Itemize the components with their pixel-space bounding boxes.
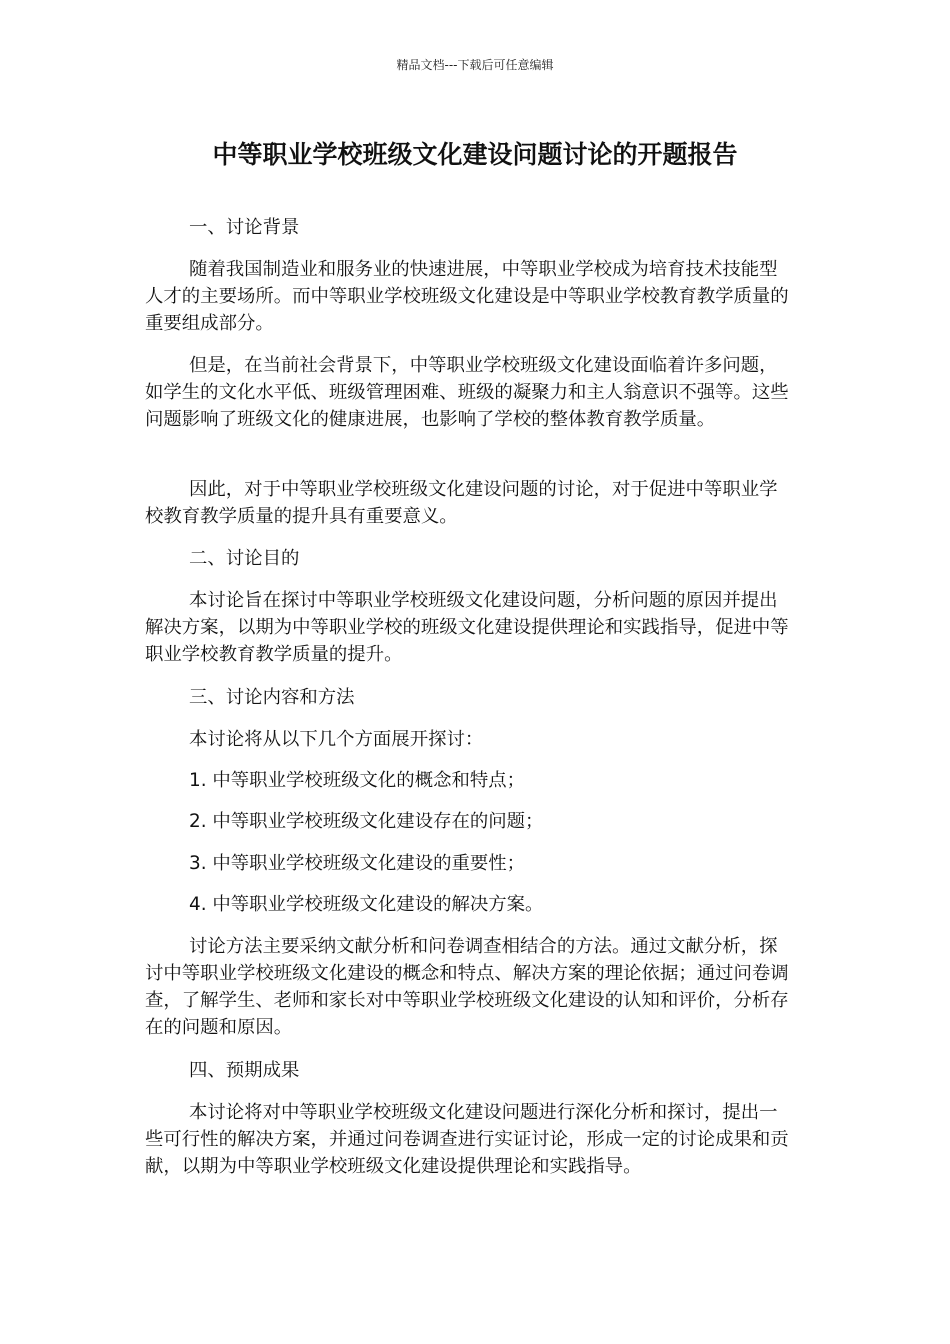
paragraph-background-3: 因此，对于中等职业学校班级文化建设问题的讨论，对于促进中等职业学校教育教学质量的提升具有重要意义。 bbox=[145, 479, 778, 527]
list-item-2: 2. 中等职业学校班级文化建设存在的问题； bbox=[189, 811, 544, 832]
paragraph-purpose-1: 本讨论旨在探讨中等职业学校班级文化建设问题，分析问题的原因并提出解决方案，以期为中等职业学校的班级文化建设提供理论和实践指导，促进中等职业学校教育教学质量的提升。 bbox=[145, 590, 789, 665]
section-heading-results: 四、预期成果 bbox=[189, 1060, 300, 1081]
section-heading-content: 三、讨论内容和方法 bbox=[189, 687, 355, 708]
paragraph-background-1: 随着我国制造业和服务业的快速进展，中等职业学校成为培育技术技能型人才的主要场所。而中等职业学校班级文化建设是中等职业学校教育教学质量的重要组成部分。 bbox=[145, 259, 789, 334]
list-item-4: 4. 中等职业学校班级文化建设的解决方案。 bbox=[189, 894, 544, 915]
paragraph-background-2: 但是，在当前社会背景下，中等职业学校班级文化建设面临着许多问题，如学生的文化水平低、班级管理困难、班级的凝聚力和主人翁意识不强等。这些问题影响了班级文化的健康进展，也影响了学校的整体教育教学质量。 bbox=[145, 355, 789, 430]
paragraph-results-1: 本讨论将对中等职业学校班级文化建设问题进行深化分析和探讨，提出一些可行性的解决方案，并通过问卷调查进行实证讨论，形成一定的讨论成果和贡献，以期为中等职业学校班级文化建设提供理论和实践指导。 bbox=[145, 1102, 789, 1177]
list-item-3: 3. 中等职业学校班级文化建设的重要性； bbox=[189, 853, 526, 874]
section-heading-purpose: 二、讨论目的 bbox=[189, 548, 300, 569]
page-header: 精品文档---下载后可任意编辑 bbox=[396, 58, 554, 72]
paragraph-method: 讨论方法主要采纳文献分析和问卷调查相结合的方法。通过文献分析，探讨中等职业学校班级文化建设的概念和特点、解决方案的理论依据；通过问卷调查，了解学生、老师和家长对中等职业学校班级文化建设的认知和评价，分析存在的问题和原因。 bbox=[145, 936, 789, 1038]
section-heading-background: 一、讨论背景 bbox=[189, 217, 300, 238]
document-title: 中等职业学校班级文化建设问题讨论的开题报告 bbox=[212, 140, 738, 169]
content-intro: 本讨论将从以下几个方面展开探讨： bbox=[189, 729, 484, 750]
list-item-1: 1. 中等职业学校班级文化的概念和特点； bbox=[189, 770, 526, 791]
